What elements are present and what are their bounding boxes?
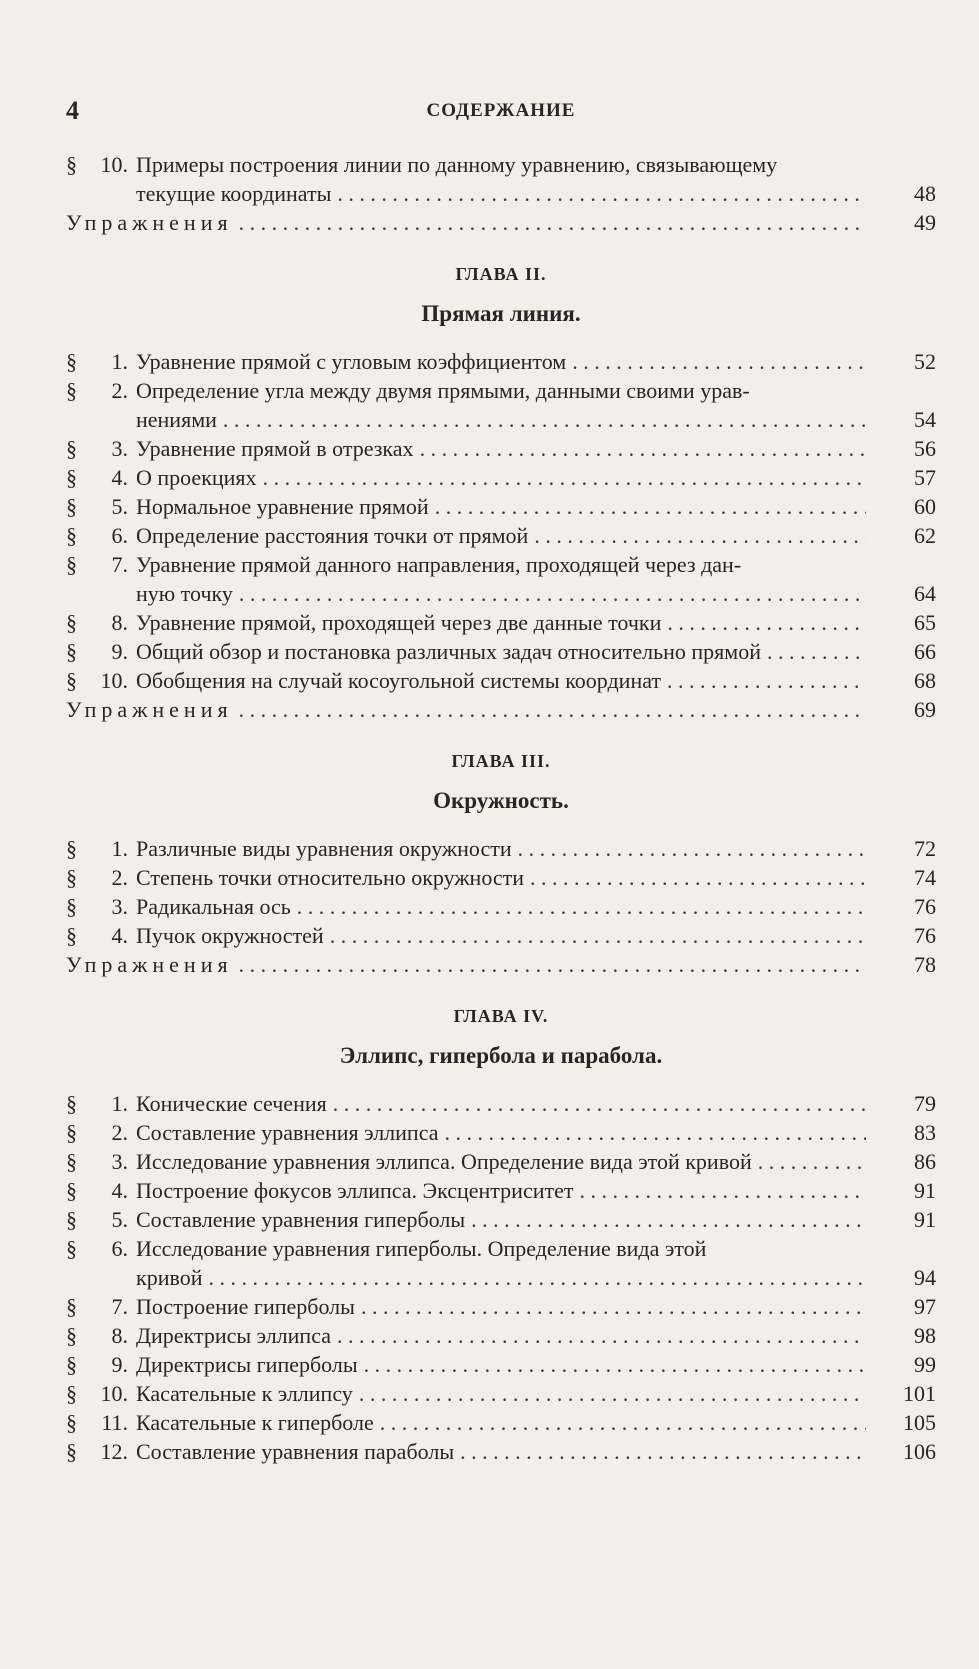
- dot-leader: [361, 1292, 866, 1321]
- entry-last-line: [136, 666, 936, 695]
- entry-title: О проекциях: [136, 465, 257, 490]
- toc-entry: [66, 1205, 936, 1234]
- entry-title: Директрисы гиперболы: [136, 1352, 358, 1377]
- entry-title: Общий обзор и постановка различных задач относительно прямой: [136, 639, 761, 664]
- entry-title: Касательные к гиперболе: [136, 1410, 374, 1435]
- dot-leader: [667, 608, 866, 637]
- entry-body: [136, 550, 936, 608]
- section-sign: §: [66, 610, 77, 635]
- dot-leader: [380, 1408, 866, 1437]
- entry-body: [136, 834, 936, 863]
- toc-entry: [66, 434, 936, 463]
- page-ref: 74: [914, 865, 936, 890]
- toc-entry: [66, 1408, 936, 1437]
- entry-title: Степень точки относительно окружности: [136, 865, 525, 890]
- entry-last-line: [136, 637, 936, 666]
- entry-body: [136, 863, 936, 892]
- entry-title: Нормальное уравнение прямой: [136, 494, 429, 519]
- section-sign: §: [66, 1149, 77, 1174]
- toc-entry: [66, 666, 936, 695]
- entry-last-line: [136, 1321, 936, 1350]
- entry-title: Упражнения: [66, 697, 233, 722]
- section-sign: §: [66, 1352, 77, 1377]
- dot-leader: [364, 1350, 866, 1379]
- section-number: 9.: [111, 639, 128, 664]
- toc-entry: [66, 347, 936, 376]
- dot-leader: [420, 434, 866, 463]
- entry-last-line: [136, 434, 936, 463]
- entry-last-line: [66, 695, 936, 724]
- toc-entry: [66, 1350, 936, 1379]
- dot-leader: [667, 666, 866, 695]
- entry-last-line: [136, 863, 936, 892]
- section-number: 2.: [111, 865, 128, 890]
- entry-body: [136, 1118, 936, 1147]
- entry-last-line: [66, 950, 936, 979]
- entry-title-line: Определение угла между двумя прямыми, данными своими урав-: [136, 378, 750, 403]
- entry-last-line: [136, 347, 936, 376]
- page-ref: 91: [914, 1178, 936, 1203]
- toc-entry: [66, 608, 936, 637]
- page-ref: 57: [914, 465, 936, 490]
- entry-last-line: [136, 1205, 936, 1234]
- chapter-title: Окружность.: [433, 788, 569, 813]
- page-ref: 97: [914, 1294, 936, 1319]
- section-sign: §: [66, 865, 77, 890]
- toc-entry: [66, 1292, 936, 1321]
- section-sign: §: [66, 923, 77, 948]
- toc-entry: [66, 376, 936, 434]
- entry-title: Построение фокусов эллипса. Эксцентриситет: [136, 1178, 574, 1203]
- entry-title: Различные виды уравнения окружности: [136, 836, 512, 861]
- toc-entry: [66, 834, 936, 863]
- entry-title: Уравнение прямой в отрезках: [136, 436, 414, 461]
- entry-last-line: [136, 463, 936, 492]
- section-number: 10.: [100, 1381, 128, 1406]
- entry-last-line: [136, 1118, 936, 1147]
- entry-last-line: [66, 208, 936, 237]
- entry-title-line: Примеры построения линии по данному уравнению, связывающему: [136, 152, 778, 177]
- dot-leader: [580, 1176, 867, 1205]
- toc-entry: [66, 1234, 936, 1292]
- entry-body: [136, 921, 936, 950]
- dot-leader: [337, 1321, 866, 1350]
- dot-leader: [337, 179, 866, 208]
- page-ref: 52: [914, 349, 936, 374]
- toc-entry: [66, 150, 936, 208]
- section-number: 7.: [111, 1294, 128, 1319]
- entry-body: [136, 347, 936, 376]
- entry-body: [136, 1234, 936, 1292]
- toc-entry: [66, 1437, 936, 1466]
- toc-entry: [66, 1118, 936, 1147]
- entry-body: [66, 695, 936, 724]
- page-ref: 91: [914, 1207, 936, 1232]
- section-number: 4.: [111, 1178, 128, 1203]
- toc-entry: [66, 892, 936, 921]
- section-sign: §: [66, 668, 77, 693]
- entry-title: Определение расстояния точки от прямой: [136, 523, 529, 548]
- page-header: [66, 96, 936, 126]
- toc-entry: [66, 863, 936, 892]
- page-ref: 68: [914, 668, 936, 693]
- entry-last-line: [136, 892, 936, 921]
- section-number: 1.: [111, 349, 128, 374]
- page-ref: 78: [914, 952, 936, 977]
- entry-body: [136, 1321, 936, 1350]
- entry-last-line: [136, 1350, 936, 1379]
- section-number: 1.: [111, 836, 128, 861]
- entry-title: Упражнения: [66, 210, 233, 235]
- entry-last-line: [136, 921, 936, 950]
- section-number: 4.: [111, 465, 128, 490]
- page-ref: 101: [903, 1381, 936, 1406]
- page-ref: 72: [914, 836, 936, 861]
- dot-leader: [460, 1437, 866, 1466]
- section-number: 2.: [111, 378, 128, 403]
- entry-title: Уравнение прямой с угловым коэффициентом: [136, 349, 567, 374]
- chapter-title: Эллипс, гипербола и парабола.: [339, 1043, 663, 1068]
- dot-leader: [239, 695, 866, 724]
- section-number: 10.: [100, 152, 128, 177]
- entry-last-line: [136, 492, 936, 521]
- entry-title-line: Уравнение прямой данного направления, проходящей через дан-: [136, 552, 742, 577]
- toc-entry: [66, 921, 936, 950]
- dot-leader: [758, 1147, 866, 1176]
- entry-last-line: [136, 1408, 936, 1437]
- entry-title: Составление уравнения гиперболы: [136, 1207, 466, 1232]
- section-sign: §: [66, 378, 77, 403]
- entry-last-line: [136, 1437, 936, 1466]
- page-ref: 105: [903, 1410, 936, 1435]
- page-ref: 98: [914, 1323, 936, 1348]
- page-ref: 86: [914, 1149, 936, 1174]
- section-number: 6.: [111, 523, 128, 548]
- entry-body: [136, 434, 936, 463]
- dot-leader: [359, 1379, 866, 1408]
- page-ref: 99: [914, 1352, 936, 1377]
- dot-leader: [239, 950, 866, 979]
- page-ref: 94: [914, 1265, 936, 1290]
- section-number: 4.: [111, 923, 128, 948]
- section-sign: §: [66, 1091, 77, 1116]
- section-number: 11.: [101, 1410, 128, 1435]
- toc-entry: [66, 550, 936, 608]
- dot-leader: [767, 637, 866, 666]
- entry-body: [136, 1089, 936, 1118]
- section-number: 5.: [111, 494, 128, 519]
- section-sign: §: [66, 1120, 77, 1145]
- page-ref: 56: [914, 436, 936, 461]
- page-ref: 69: [914, 697, 936, 722]
- entry-body: [136, 1176, 936, 1205]
- section-sign: §: [66, 1294, 77, 1319]
- running-title: СОДЕРЖАНИЕ: [426, 100, 576, 121]
- exercises-entry: [66, 208, 936, 237]
- entry-body: [136, 608, 936, 637]
- section-sign: §: [66, 152, 77, 177]
- entry-body: [136, 666, 936, 695]
- dot-leader: [330, 921, 866, 950]
- section-sign: §: [66, 894, 77, 919]
- toc-entry: [66, 492, 936, 521]
- page-number: 4: [66, 96, 79, 125]
- entry-title: Касательные к эллипсу: [136, 1381, 353, 1406]
- dot-leader: [208, 1263, 866, 1292]
- entry-title-line: Исследование уравнения гиперболы. Определение вида этой: [136, 1236, 707, 1261]
- section-sign: §: [66, 552, 77, 577]
- toc-entry: [66, 521, 936, 550]
- dot-leader: [518, 834, 866, 863]
- toc-entry: [66, 1176, 936, 1205]
- section-number: 3.: [111, 894, 128, 919]
- entry-body: [136, 1437, 936, 1466]
- section-number: 8.: [111, 1323, 128, 1348]
- entry-body: [136, 1147, 936, 1176]
- section-sign: §: [66, 1178, 77, 1203]
- entry-last-line: [136, 1147, 936, 1176]
- section-sign: §: [66, 436, 77, 461]
- section-sign: §: [66, 836, 77, 861]
- page-ref: 64: [914, 581, 936, 606]
- section-number: 3.: [111, 436, 128, 461]
- entry-body: [136, 1292, 936, 1321]
- section-sign: §: [66, 1381, 77, 1406]
- entry-body: [136, 1350, 936, 1379]
- section-number: 8.: [111, 610, 128, 635]
- entry-body: [136, 1205, 936, 1234]
- entry-body: [136, 892, 936, 921]
- page-ref: 83: [914, 1120, 936, 1145]
- entry-body: [136, 637, 936, 666]
- entry-body: [136, 521, 936, 550]
- section-number: 10.: [100, 668, 128, 693]
- section-number: 1.: [111, 1091, 128, 1116]
- entry-last-line: [136, 579, 936, 608]
- dot-leader: [239, 208, 866, 237]
- section-sign: §: [66, 1439, 77, 1464]
- entry-title: Директрисы эллипса: [136, 1323, 331, 1348]
- chapter-label: ГЛАВА II.: [455, 264, 547, 284]
- page-ref: 106: [903, 1439, 936, 1464]
- entry-title: Составление уравнения параболы: [136, 1439, 455, 1464]
- section-number: 7.: [111, 552, 128, 577]
- section-sign: §: [66, 349, 77, 374]
- page-ref: 76: [914, 894, 936, 919]
- entry-body: [136, 1379, 936, 1408]
- table-of-contents: [66, 150, 936, 1466]
- entry-last-line: [136, 834, 936, 863]
- dot-leader: [333, 1089, 866, 1118]
- page-ref: 76: [914, 923, 936, 948]
- toc-entry: [66, 1379, 936, 1408]
- entry-title: Построение гиперболы: [136, 1294, 355, 1319]
- section-number: 2.: [111, 1120, 128, 1145]
- dot-leader: [263, 463, 866, 492]
- page-ref: 65: [914, 610, 936, 635]
- dot-leader: [239, 579, 866, 608]
- exercises-entry: [66, 950, 936, 979]
- entry-body: [136, 376, 936, 434]
- section-number: 12.: [100, 1439, 128, 1464]
- entry-title: нениями: [136, 407, 217, 432]
- section-sign: §: [66, 1410, 77, 1435]
- page-ref: 66: [914, 639, 936, 664]
- entry-title: ную точку: [136, 581, 233, 606]
- page-ref: 60: [914, 494, 936, 519]
- entry-last-line: [136, 608, 936, 637]
- entry-last-line: [136, 1379, 936, 1408]
- section-number: 3.: [111, 1149, 128, 1174]
- toc-entry: [66, 1089, 936, 1118]
- dot-leader: [223, 405, 866, 434]
- entry-last-line: [136, 1263, 936, 1292]
- dot-leader: [530, 863, 866, 892]
- page-ref: 48: [914, 181, 936, 206]
- dot-leader: [534, 521, 866, 550]
- dot-leader: [435, 492, 866, 521]
- entry-last-line: [136, 1176, 936, 1205]
- entry-title: кривой: [136, 1265, 203, 1290]
- section-sign: §: [66, 465, 77, 490]
- toc-entry: [66, 637, 936, 666]
- entry-last-line: [136, 1292, 936, 1321]
- page-ref: 49: [914, 210, 936, 235]
- page-ref: 79: [914, 1091, 936, 1116]
- toc-entry: [66, 1147, 936, 1176]
- entry-title: Пучок окружностей: [136, 923, 324, 948]
- dot-leader: [471, 1205, 866, 1234]
- page-ref: 62: [914, 523, 936, 548]
- exercises-entry: [66, 695, 936, 724]
- chapter-label: ГЛАВА IV.: [453, 1006, 549, 1026]
- entry-title: Обобщения на случай косоугольной системы координат: [136, 668, 662, 693]
- entry-last-line: [136, 179, 936, 208]
- entry-title: Упражнения: [66, 952, 233, 977]
- entry-title: Исследование уравнения эллипса. Определение вида этой кривой: [136, 1149, 752, 1174]
- dot-leader: [297, 892, 866, 921]
- entry-title: Уравнение прямой, проходящей через две данные точки: [136, 610, 662, 635]
- section-number: 6.: [111, 1236, 128, 1261]
- toc-entry: [66, 1321, 936, 1350]
- section-sign: §: [66, 523, 77, 548]
- section-sign: §: [66, 639, 77, 664]
- entry-body: [66, 208, 936, 237]
- section-sign: §: [66, 1323, 77, 1348]
- entry-last-line: [136, 1089, 936, 1118]
- section-sign: §: [66, 494, 77, 519]
- chapter-label: ГЛАВА III.: [451, 751, 551, 771]
- entry-title: текущие координаты: [136, 181, 332, 206]
- entry-body: [136, 150, 936, 208]
- toc-entry: [66, 463, 936, 492]
- entry-body: [136, 492, 936, 521]
- dot-leader: [445, 1118, 867, 1147]
- entry-body: [136, 1408, 936, 1437]
- section-sign: §: [66, 1236, 77, 1261]
- entry-title: Составление уравнения эллипса: [136, 1120, 439, 1145]
- entry-last-line: [136, 405, 936, 434]
- section-number: 5.: [111, 1207, 128, 1232]
- page-ref: 54: [914, 407, 936, 432]
- entry-last-line: [136, 521, 936, 550]
- entry-title: Конические сечения: [136, 1091, 327, 1116]
- section-sign: §: [66, 1207, 77, 1232]
- entry-body: [66, 950, 936, 979]
- dot-leader: [572, 347, 866, 376]
- entry-title: Радикальная ось: [136, 894, 291, 919]
- section-number: 9.: [111, 1352, 128, 1377]
- chapter-title: Прямая линия.: [421, 301, 581, 326]
- entry-body: [136, 463, 936, 492]
